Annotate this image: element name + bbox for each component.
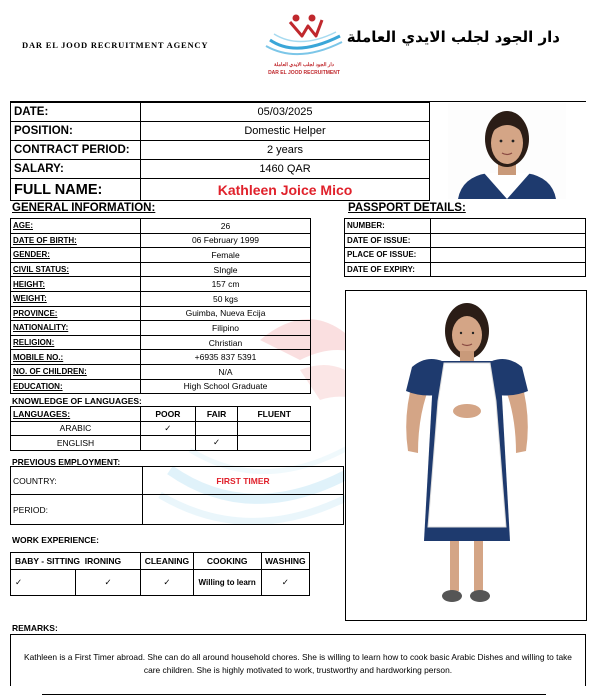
dob-value: 06 February 1999 <box>141 233 311 248</box>
religion-label: RELIGION: <box>11 335 141 350</box>
children-label: NO. OF CHILDREN: <box>11 364 141 379</box>
table-row <box>11 495 344 525</box>
contract-period-label: CONTRACT PERIOD: <box>11 141 141 160</box>
table-header-row <box>11 553 310 570</box>
passport-issue-place-label: PLACE OF ISSUE: <box>345 248 431 263</box>
agency-name-arabic: دار الجود لجلب الايدي العاملة <box>346 28 560 46</box>
work-experience-table <box>10 552 310 596</box>
passport-issue-date-value <box>431 233 586 248</box>
education-label: EDUCATION: <box>11 379 141 394</box>
language-fluent-cell <box>238 421 311 436</box>
position-value: Domestic Helper <box>141 122 430 141</box>
full-name-value: Kathleen Joice Mico <box>141 179 430 201</box>
cooking-header: COOKING <box>193 553 261 570</box>
date-value: 05/03/2025 <box>141 103 430 122</box>
table-row <box>11 350 311 365</box>
language-fluent-cell <box>238 436 311 451</box>
summary-row-full-name <box>11 179 430 201</box>
summary-row-date <box>11 103 430 122</box>
height-label: HEIGHT: <box>11 277 141 292</box>
babysitting-header: BABY - SITTING <box>15 556 81 566</box>
civil-status-label: CIVIL STATUS: <box>11 262 141 277</box>
table-row <box>11 219 311 234</box>
language-name: ARABIC <box>11 421 141 436</box>
washing-header: WASHING <box>261 553 309 570</box>
table-row <box>11 364 311 379</box>
passport-number-label: NUMBER: <box>345 219 431 234</box>
country-label: COUNTRY: <box>11 467 143 495</box>
salary-label: SALARY: <box>11 160 141 179</box>
position-label: POSITION: <box>11 122 141 141</box>
weight-value: 50 kgs <box>141 291 311 306</box>
passport-expiry-value <box>431 262 586 277</box>
age-label: AGE: <box>11 219 141 234</box>
table-row <box>11 570 310 596</box>
country-value: FIRST TIMER <box>143 467 344 495</box>
weight-label: WEIGHT: <box>11 291 141 306</box>
table-row <box>11 262 311 277</box>
table-row <box>11 436 311 451</box>
table-row <box>11 335 311 350</box>
table-header-row <box>11 407 311 422</box>
table-row <box>345 219 586 234</box>
work-experience-title: WORK EXPERIENCE: <box>12 535 99 545</box>
summary-row-position <box>11 122 430 141</box>
ironing-header: IRONING <box>84 556 122 566</box>
table-row <box>345 233 586 248</box>
table-row <box>345 262 586 277</box>
gender-label: GENDER: <box>11 248 141 263</box>
languages-table <box>10 406 311 451</box>
period-value <box>143 495 344 525</box>
date-label: DATE: <box>11 103 141 122</box>
table-row <box>11 421 311 436</box>
general-info-title: GENERAL INFORMATION: <box>12 202 156 214</box>
fair-header: FAIR <box>195 407 238 422</box>
full-name-label: FULL NAME: <box>11 179 141 201</box>
table-row <box>11 248 311 263</box>
province-label: PROVINCE: <box>11 306 141 321</box>
dob-label: DATE OF BIRTH: <box>11 233 141 248</box>
province-value: Guimba, Nueva Ecija <box>141 306 311 321</box>
full-body-photo <box>345 290 587 621</box>
agency-logo <box>256 10 352 82</box>
mobile-value: +6935 837 5391 <box>141 350 311 365</box>
table-row <box>11 467 344 495</box>
passport-title: PASSPORT DETAILS: <box>348 202 466 214</box>
agency-name-english: DAR EL JOOD RECRUITMENT AGENCY <box>22 40 209 50</box>
check-icon: ✓ <box>195 436 238 451</box>
religion-value: Christian <box>141 335 311 350</box>
table-row <box>11 306 311 321</box>
passport-number-value <box>431 219 586 234</box>
age-value: 26 <box>141 219 311 234</box>
nationality-value: Filipino <box>141 321 311 336</box>
fluent-header: FLUENT <box>238 407 311 422</box>
language-name: ENGLISH <box>11 436 141 451</box>
summary-table <box>10 102 430 201</box>
mobile-label: MOBILE NO.: <box>11 350 141 365</box>
nationality-label: NATIONALITY: <box>11 321 141 336</box>
languages-title: KNOWLEDGE OF LANGUAGES: <box>12 396 142 406</box>
general-info-table <box>10 218 311 394</box>
previous-employment-title: PREVIOUS EMPLOYMENT: <box>12 457 121 467</box>
passport-issue-date-label: DATE OF ISSUE: <box>345 233 431 248</box>
bottom-divider <box>42 694 546 695</box>
check-icon: ✓ <box>141 570 194 596</box>
passport-issue-place-value <box>431 248 586 263</box>
height-value: 157 cm <box>141 277 311 292</box>
logo-caption-english: DAR EL JOOD RECRUITMENT <box>268 70 340 76</box>
table-row <box>11 291 311 306</box>
table-row <box>11 233 311 248</box>
table-row <box>345 248 586 263</box>
cooking-value: Willing to learn <box>193 570 261 596</box>
contract-period-value: 2 years <box>141 141 430 160</box>
check-icon: ✓ <box>76 570 141 596</box>
salary-value: 1460 QAR <box>141 160 430 179</box>
civil-status-value: SIngle <box>141 262 311 277</box>
passport-expiry-label: DATE OF EXPIRY: <box>345 262 431 277</box>
check-icon: ✓ <box>11 570 76 596</box>
logo-icon <box>256 10 352 62</box>
headshot-photo <box>448 103 566 199</box>
remarks-text: Kathleen is a First Timer abroad. She can do all around household chores. She is willing to learn how to cook basic Arabic Dishes and willing to take care children. She is highly motivated to work, trustworthy and hardworking person. <box>10 634 586 686</box>
languages-header: LANGUAGES: <box>11 407 141 422</box>
cleaning-header: CLEANING <box>141 553 194 570</box>
language-fair-cell <box>195 421 238 436</box>
logo-caption-arabic: دار الجود لجلب الايدي العاملة <box>274 62 334 68</box>
education-value: High School Graduate <box>141 379 311 394</box>
summary-row-salary <box>11 160 430 179</box>
period-label: PERIOD: <box>11 495 143 525</box>
language-poor-cell <box>141 436 196 451</box>
summary-row-contract <box>11 141 430 160</box>
passport-table <box>344 218 586 277</box>
table-row <box>11 379 311 394</box>
check-icon: ✓ <box>261 570 309 596</box>
table-row <box>11 321 311 336</box>
employment-table <box>10 466 344 525</box>
children-value: N/A <box>141 364 311 379</box>
gender-value: Female <box>141 248 311 263</box>
check-icon: ✓ <box>141 421 196 436</box>
table-row <box>11 277 311 292</box>
poor-header: POOR <box>141 407 196 422</box>
work-header-babysitting <box>11 553 141 570</box>
remarks-title: REMARKS: <box>12 623 58 633</box>
